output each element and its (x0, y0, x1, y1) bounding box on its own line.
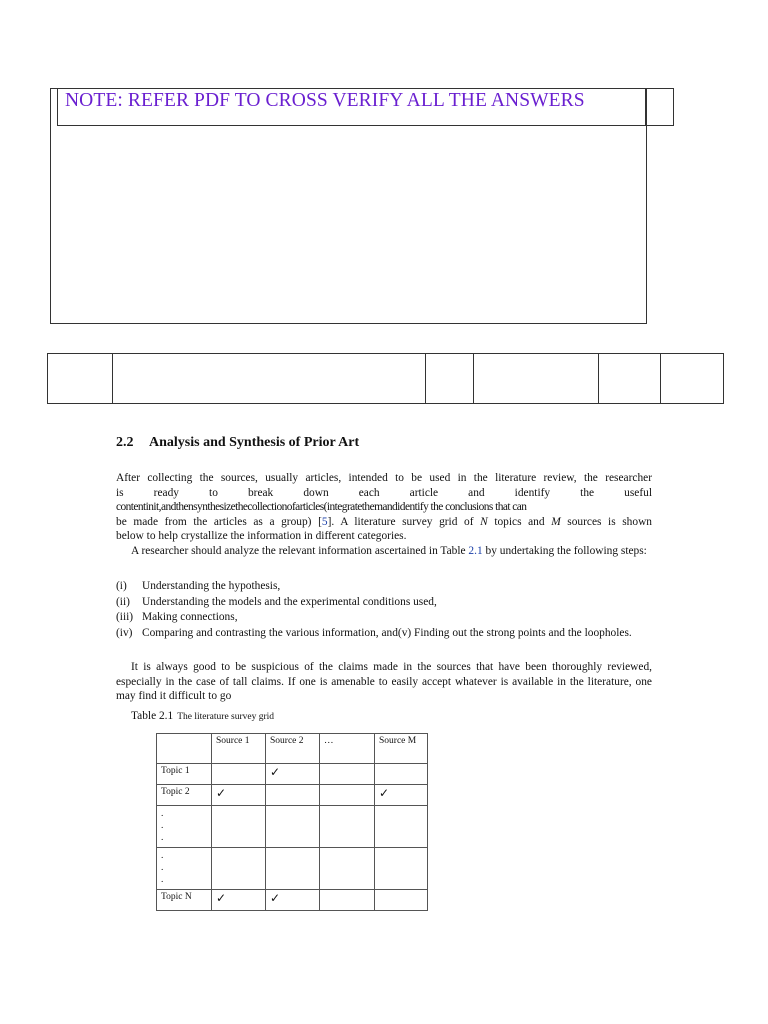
check-cell (212, 806, 266, 848)
table-caption (131, 709, 274, 725)
list-item: (i) Understanding the hypothesis, (116, 580, 281, 592)
header-cell: Source 1 (212, 734, 266, 764)
check-cell: ✓ (266, 764, 320, 785)
caption-label: Table 2.1 (131, 710, 174, 722)
check-cell (375, 764, 428, 785)
check-cell: ✓ (375, 785, 428, 806)
check-cell (320, 848, 375, 890)
empty-cell (599, 354, 661, 404)
check-cell: ✓ (212, 785, 266, 806)
table-row (157, 848, 428, 890)
para1-line: is ready to break down each article and identify the useful (116, 486, 652, 499)
para1-line: below to help crystallize the information in different categories. (116, 530, 407, 542)
check-cell (375, 848, 428, 890)
para1-line: contentinit,andthensynthesizethecollectionofarticles(integratethemandidentify the conclusions that can (116, 501, 527, 513)
table-header-row (157, 734, 428, 764)
check-cell: ✓ (212, 890, 266, 911)
check-cell (375, 806, 428, 848)
empty-cell (426, 354, 474, 404)
list-item: (iv) Comparing and contrasting the various information, and(v) Finding out the strong points and the loopholes. (116, 626, 632, 639)
check-cell (375, 890, 428, 911)
caption-title: The literature survey grid (177, 712, 275, 722)
paragraph-2: A researcher should analyze the relevant information ascertained in Table 2.1 by undertaking the following steps: (131, 545, 647, 557)
table-ref-link[interactable]: 2.1 (468, 545, 483, 557)
note-text: NOTE: REFER PDF TO CROSS VERIFY ALL THE ANSWERS (65, 90, 585, 111)
section-heading (116, 435, 359, 451)
check-cell (320, 806, 375, 848)
citation-link[interactable]: 5 (321, 515, 328, 528)
check-cell (266, 785, 320, 806)
check-cell (212, 764, 266, 785)
empty-cell (48, 354, 113, 404)
paragraph-1 (116, 471, 652, 544)
row-label: Topic N (157, 890, 212, 911)
header-cell: Source 2 (266, 734, 320, 764)
para1-line: After collecting the sources, usually articles, intended to be used in the literature review, the researcher (116, 472, 652, 484)
section-title: Analysis and Synthesis of Prior Art (149, 435, 360, 450)
table-row (157, 806, 428, 848)
survey-grid (156, 733, 428, 911)
empty-cell (474, 354, 599, 404)
header-cell: Source M (375, 734, 428, 764)
note-banner (57, 88, 674, 126)
row-label: Topic 2 (157, 785, 212, 806)
header-cell: … (320, 734, 375, 764)
paragraph-3: It is always good to be suspicious of the claims made in the sources that have been thoroughly reviewed, especially in the case of tall claims. If one is amenable to easily accept whatever is available in the literature, one may find it difficult to go (116, 661, 652, 702)
check-cell (212, 848, 266, 890)
row-label: . . . (157, 848, 212, 890)
check-cell (266, 848, 320, 890)
check-cell (320, 785, 375, 806)
list-item: (ii) Understanding the models and the experimental conditions used, (116, 595, 437, 608)
empty-table (47, 353, 724, 404)
list-item: (iii) Making connections, (116, 611, 238, 623)
steps-list (116, 579, 652, 641)
check-cell: ✓ (266, 890, 320, 911)
note-divider (645, 89, 646, 125)
check-cell (320, 890, 375, 911)
check-cell (266, 806, 320, 848)
table-row (157, 785, 428, 806)
para1-line: be made from the articles as a group) [5]. A literature survey grid of N topics and M sources is shown (116, 515, 652, 528)
check-cell (320, 764, 375, 785)
table-row (157, 764, 428, 785)
empty-cell (113, 354, 426, 404)
row-label: . . . (157, 806, 212, 848)
section-number: 2.2 (116, 435, 134, 450)
row-label: Topic 1 (157, 764, 212, 785)
table-row (157, 890, 428, 911)
empty-cell (661, 354, 724, 404)
header-cell (157, 734, 212, 764)
